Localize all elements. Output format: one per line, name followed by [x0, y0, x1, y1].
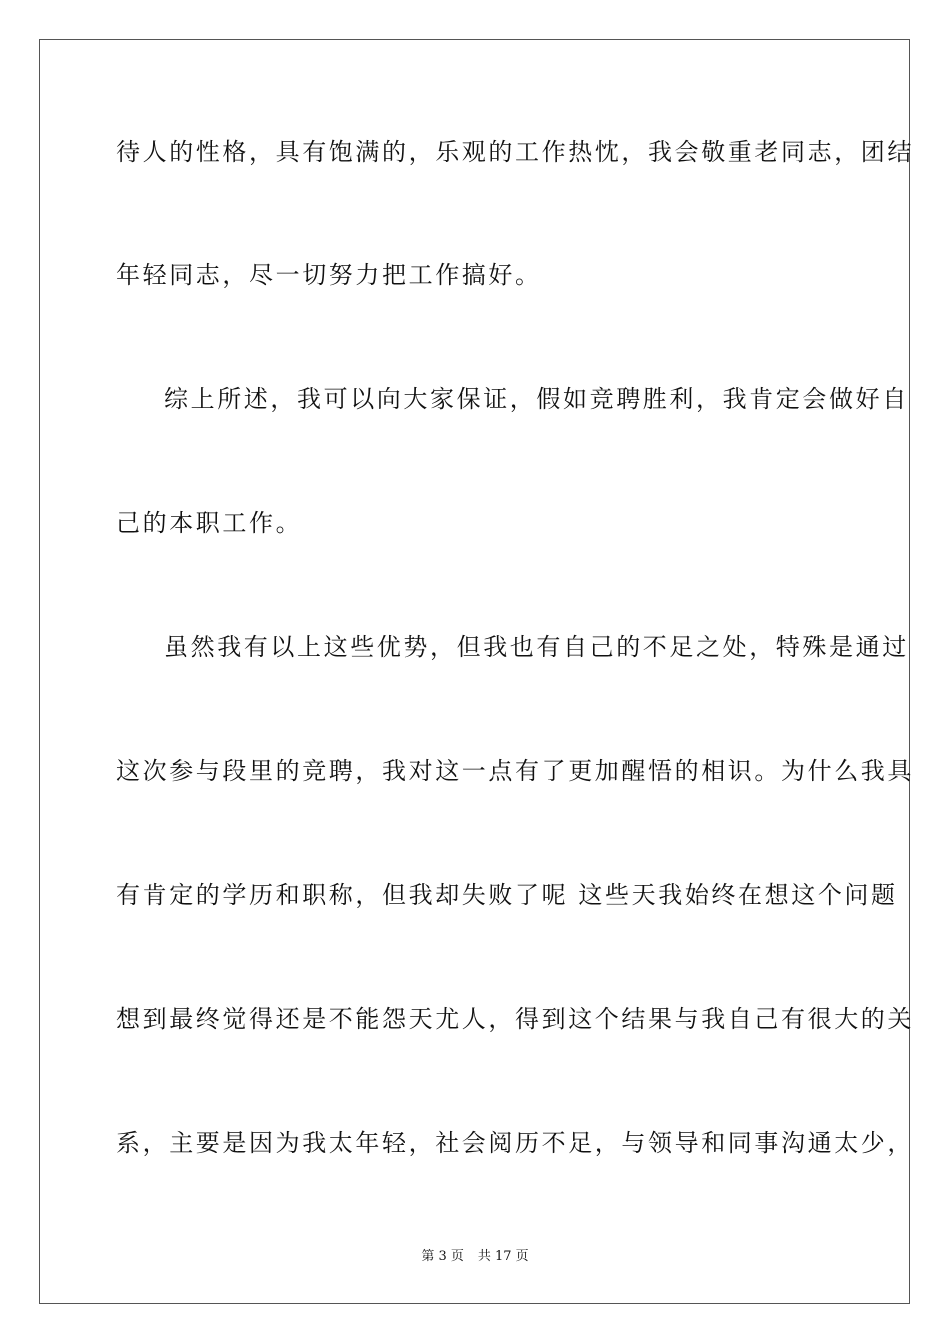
text-line: 己的本职工作。 — [116, 509, 303, 537]
text-line: 综上所述，我可以向大家保证，假如竞聘胜利，我肯定会做好自 — [164, 385, 909, 413]
text-line: 虽然我有以上这些优势，但我也有自己的不足之处，特殊是通过 — [164, 633, 909, 661]
page-footer — [0, 1248, 950, 1266]
total-pages: 共 17 页 — [477, 1249, 529, 1264]
text-line: 待人的性格，具有饱满的，乐观的工作热忱，我会敬重老同志，团结 — [116, 138, 914, 166]
text-line: 这次参与段里的竞聘，我对这一点有了更加醒悟的相识。为什么我具 — [116, 757, 914, 785]
page-border — [39, 39, 914, 1304]
text-line: 想到最终觉得还是不能怨天尤人，得到这个结果与我自己有很大的关 — [116, 1005, 914, 1033]
text-line: 有肯定的学历和职称，但我却失败了呢 这些天我始终在想这个问题 — [116, 881, 898, 909]
page-number: 第 3 页 — [421, 1249, 464, 1264]
text-line: 年轻同志，尽一切努力把工作搞好。 — [116, 261, 542, 289]
text-line: 系，主要是因为我太年轻，社会阅历不足，与领导和同事沟通太少， — [116, 1129, 914, 1157]
